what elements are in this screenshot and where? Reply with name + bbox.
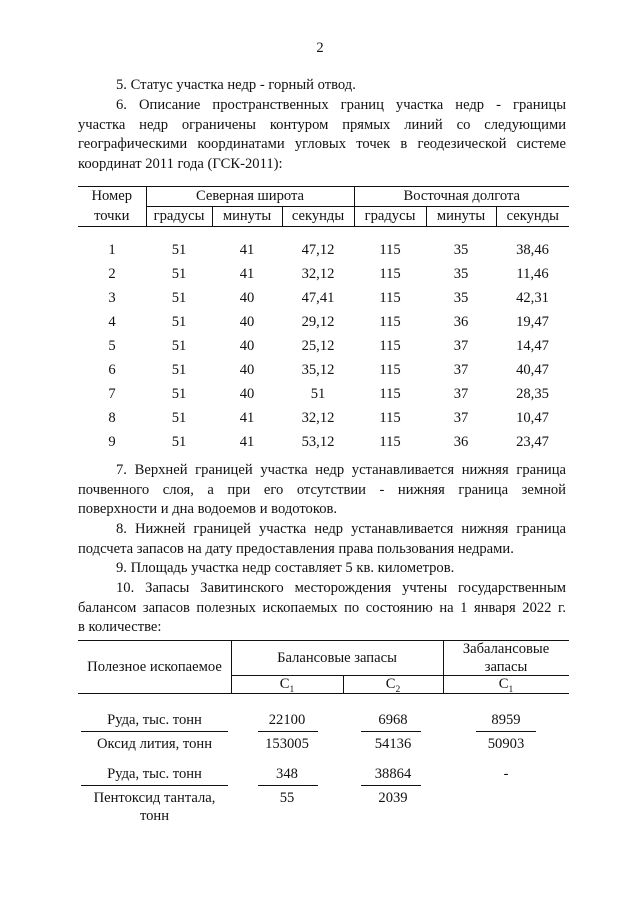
item-10-paragraph [78, 579, 566, 638]
table-cell: 37 [453, 385, 469, 402]
table-cell: 14,47 [516, 338, 549, 354]
item-8-paragraph [78, 520, 566, 559]
reserves-row-4-name-line2: тонн [139, 808, 170, 824]
table-cell: 40 [239, 361, 255, 378]
page-number: 2 [316, 40, 324, 56]
table-cell: 51 [171, 338, 187, 354]
header-offbalance-c1: $C_1$ [498, 676, 514, 695]
reserves-row-1-off: 8959 [491, 712, 521, 728]
item-7-line-2: почвенного слоя, а при его отсутствии - нижняя граница земной [78, 481, 566, 498]
header-point-number: Номер [91, 188, 133, 205]
table-cell: 5 [108, 338, 116, 354]
table-cell: 115 [379, 314, 401, 331]
table-cell: 29,12 [301, 314, 335, 331]
item-6-line-1: 6. Описание пространственных границ участка недр - границы [116, 97, 566, 113]
table-cell: 40 [239, 385, 255, 402]
reserves-row-2-c2: 54136 [374, 736, 412, 752]
table-cell: 10,47 [516, 409, 549, 426]
table-cell: 115 [379, 385, 401, 402]
header-lat-minutes: минуты [212, 207, 282, 227]
reserves-row-4-c1: 55 [279, 790, 295, 806]
table-cell: 32,12 [301, 409, 335, 426]
reserves-row-4-c2: 2039 [378, 790, 408, 806]
table-cell: 115 [379, 242, 401, 259]
table-cell: 51 [171, 314, 187, 331]
table-row [78, 430, 569, 454]
table-row [78, 335, 569, 359]
reserves-row-2-off: 50903 [487, 736, 525, 752]
table-cell: 8 [108, 409, 116, 426]
table-cell: 35 [453, 290, 469, 307]
coordinates-table [78, 186, 569, 454]
item-10-line-3: в количестве: [78, 619, 162, 636]
table-cell: 41 [239, 242, 255, 259]
reserves-row-3-name: Руда, тыс. тонн [107, 766, 202, 782]
header-lon-minutes: минуты [426, 207, 496, 227]
table-row [78, 239, 569, 263]
reserves-row-2-name: Оксид лития, тонн [96, 736, 213, 752]
header-north-latitude: Северная широта [146, 187, 354, 207]
table-cell: 53,12 [301, 433, 335, 450]
table-cell: 115 [379, 290, 401, 307]
row-1-c1-underline [258, 731, 318, 732]
table-cell: 51 [171, 266, 187, 283]
table-cell: 37 [453, 409, 469, 426]
header-c2: $C_2$ [385, 676, 401, 695]
table-cell: 40 [239, 338, 255, 354]
table-row [78, 406, 569, 430]
table-cell: 23,47 [516, 433, 549, 450]
row-1-c2-underline [361, 731, 421, 732]
table-cell: 51 [171, 433, 187, 450]
reserves-row-3-c2: 38864 [374, 766, 412, 782]
item-10-line-2: балансом запасов полезных ископаемых по состоянию на 1 января 2022 г. [78, 599, 566, 616]
table-cell: 41 [239, 433, 255, 450]
table-cell: 38,46 [516, 242, 549, 259]
header-lon-degrees: градусы [354, 207, 426, 227]
reserves-row-3-off: - [503, 766, 509, 782]
item-9-line: 9. Площадь участка недр составляет 5 кв. километров. [116, 560, 455, 576]
table-cell: 115 [379, 409, 401, 426]
item-10-line-1: 10. Запасы Завитинского месторождения учтены государственным [116, 580, 566, 596]
header-east-longitude: Восточная долгота [354, 187, 569, 207]
table-cell: 51 [171, 385, 187, 402]
row-1-name-underline [81, 731, 228, 732]
table-cell: 36 [453, 433, 469, 450]
table-cell: 2 [108, 266, 116, 283]
table-cell: 25,12 [301, 338, 335, 354]
table-cell: 9 [108, 433, 116, 450]
row-3-c1-underline [258, 785, 318, 786]
table-cell: 51 [171, 242, 187, 259]
header-balance-reserves: Балансовые запасы [277, 650, 397, 666]
item-7-line-1: 7. Верхней границей участка недр устанавливается нижняя граница [116, 462, 566, 478]
item-5-paragraph [78, 76, 566, 96]
item-8-line-1: 8. Нижней границей участка недр устанавливается нижняя граница [116, 521, 566, 537]
table-cell: 115 [379, 361, 401, 378]
reserves-table [78, 640, 569, 840]
table-row [78, 287, 569, 311]
reserves-row-1-name: Руда, тыс. тонн [107, 712, 202, 728]
header-offbalance-line1: Забалансовые [462, 641, 550, 657]
reserves-row-1-c2: 6968 [378, 712, 408, 728]
row-3-name-underline [81, 785, 228, 786]
header-offbalance-line2: запасы [484, 659, 528, 675]
table-cell: 4 [108, 314, 116, 331]
table-row [78, 311, 569, 335]
reserves-row-2-c1: 153005 [265, 736, 309, 752]
table-cell: 40,47 [516, 361, 549, 378]
table-cell: 3 [108, 290, 116, 307]
table-cell: 35 [453, 266, 469, 283]
item-6-paragraph [78, 96, 566, 174]
table-cell: 51 [310, 385, 326, 402]
header-lat-seconds: секунды [282, 207, 354, 227]
table-cell: 37 [453, 361, 469, 378]
reserves-row-1-c1: 22100 [268, 712, 306, 728]
table-cell: 7 [108, 385, 116, 402]
header-c1: $C_1$ [279, 676, 295, 695]
table-cell: 42,31 [516, 290, 549, 307]
table-cell: 35,12 [301, 361, 335, 378]
header-lat-degrees: градусы [146, 207, 212, 227]
item-6-line-3: географическими координатами угловых точек в геодезической системе [78, 136, 566, 153]
item-8-line-2: подсчета запасов на дату предоставления права пользования недрами. [78, 540, 514, 557]
table-cell: 35 [453, 242, 469, 259]
table-cell: 19,47 [516, 314, 549, 331]
table-cell: 51 [171, 409, 187, 426]
header-mineral: Полезное ископаемое [87, 659, 222, 675]
row-1-off-underline [476, 731, 536, 732]
table-cell: 47,12 [301, 242, 335, 259]
table-cell: 40 [239, 314, 255, 331]
row-3-c2-underline [361, 785, 421, 786]
table-cell: 1 [108, 242, 116, 259]
table-cell: 115 [379, 266, 401, 283]
table-row [78, 358, 569, 382]
item-6-line-2: участка недр ограничены контуром прямых линий со следующими [78, 116, 566, 133]
table-cell: 11,46 [516, 266, 549, 283]
table-cell: 47,41 [301, 290, 335, 307]
item-7-line-3: поверхности и дна водоемов и водотоков. [78, 501, 338, 518]
item-6-line-4: координат 2011 года (ГСК-2011): [78, 155, 283, 172]
table-row [78, 382, 569, 406]
table-cell: 6 [108, 361, 116, 378]
table-cell: 51 [171, 290, 187, 307]
reserves-row-4-name-line1: Пентоксид тантала, [93, 790, 216, 806]
table-cell: 28,35 [516, 385, 549, 402]
table-cell: 115 [379, 433, 401, 450]
table-cell: 32,12 [301, 266, 335, 283]
table-cell: 41 [239, 266, 255, 283]
table-row [78, 263, 569, 287]
item-7-paragraph [78, 461, 566, 520]
table-cell: 36 [453, 314, 469, 331]
table-cell: 40 [239, 290, 255, 307]
header-lon-seconds: секунды [496, 207, 569, 227]
table-cell: 37 [453, 338, 469, 354]
item-5-line: 5. Статус участка недр - горный отвод. [116, 77, 356, 93]
item-9-paragraph [78, 559, 566, 579]
header-point-number-2: точки [94, 207, 130, 224]
reserves-row-3-c1: 348 [276, 766, 298, 782]
table-cell: 41 [239, 409, 255, 426]
table-cell: 115 [379, 338, 401, 354]
table-cell: 51 [171, 361, 187, 378]
